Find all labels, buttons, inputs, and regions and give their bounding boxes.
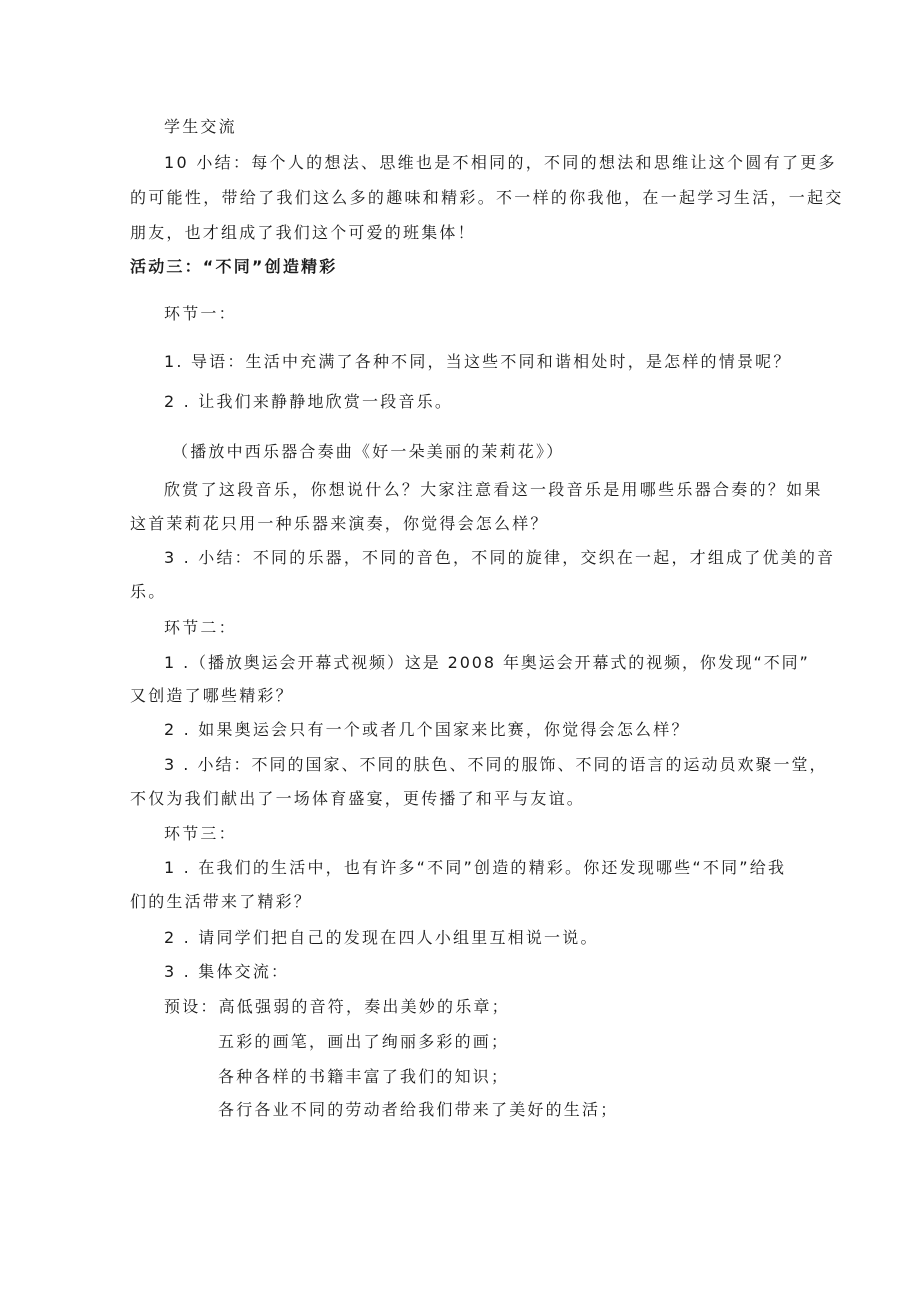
text-line: （播放中西乐器合奏曲《好一朵美丽的茉莉花》） xyxy=(172,442,565,461)
text-line: 不仅为我们献出了一场体育盛宴，更传播了和平与友谊。 xyxy=(130,789,586,808)
text-line: 的可能性，带给了我们这么多的趣味和精彩。不一样的你我他，在一起学习生活，一起交 xyxy=(130,188,844,207)
text-line: 又创造了哪些精彩？ xyxy=(130,686,294,705)
text-line: 各行各业不同的劳动者给我们带来了美好的生活； xyxy=(218,1100,619,1119)
text-line: 3 . 小结：不同的乐器，不同的音色，不同的旋律，交织在一起，才组成了优美的音 xyxy=(164,548,836,567)
text-line: 欣赏了这段音乐，你想说什么？大家注意看这一段音乐是用哪些乐器合奏的？如果 xyxy=(164,480,823,499)
text-line: 环节三： xyxy=(164,824,237,843)
section-heading: 活动三：“不同”创造精彩 xyxy=(130,257,338,276)
text-line: 朋友，也才组成了我们这个可爱的班集体！ xyxy=(130,223,476,242)
text-line: 2 . 让我们来静静地欣赏一段音乐。 xyxy=(164,392,454,411)
text-line: 五彩的画笔，画出了绚丽多彩的画； xyxy=(218,1032,510,1051)
text-line: 学生交流 xyxy=(164,117,237,136)
text-line: 1 . 在我们的生活中，也有许多“不同”创造的精彩。你还发现哪些“不同”给我 xyxy=(164,858,787,877)
text-line: 2 . 请同学们把自己的发现在四人小组里互相说一说。 xyxy=(164,928,599,947)
text-line: 3 . 集体交流： xyxy=(164,962,290,981)
text-line: 3 . 小结：不同的国家、不同的肤色、不同的服饰、不同的语言的运动员欢聚一堂， xyxy=(164,755,828,774)
text-line: 预设：高低强弱的音符，奏出美妙的乐章； xyxy=(164,997,510,1016)
text-line: 环节一： xyxy=(164,304,237,323)
text-line: 环节二： xyxy=(164,618,237,637)
text-line: 各种各样的书籍丰富了我们的知识； xyxy=(218,1067,510,1086)
text-line: 这首茉莉花只用一种乐器来演奏，你觉得会怎么样？ xyxy=(130,514,549,533)
text-line: 1 .（播放奥运会开幕式视频）这是 2008 年奥运会开幕式的视频，你发现“不同” xyxy=(164,653,810,672)
text-line: 2 . 如果奥运会只有一个或者几个国家来比赛，你觉得会怎么样？ xyxy=(164,720,690,739)
text-line: 们的生活带来了精彩？ xyxy=(130,892,313,911)
text-line: 1. 导语：生活中充满了各种不同，当这些不同和谐相处时，是怎样的情景呢？ xyxy=(164,352,792,371)
text-line: 乐。 xyxy=(130,582,167,601)
text-line: 10 小结：每个人的想法、思维也是不相同的，不同的想法和思维让这个圆有了更多 xyxy=(164,153,837,172)
